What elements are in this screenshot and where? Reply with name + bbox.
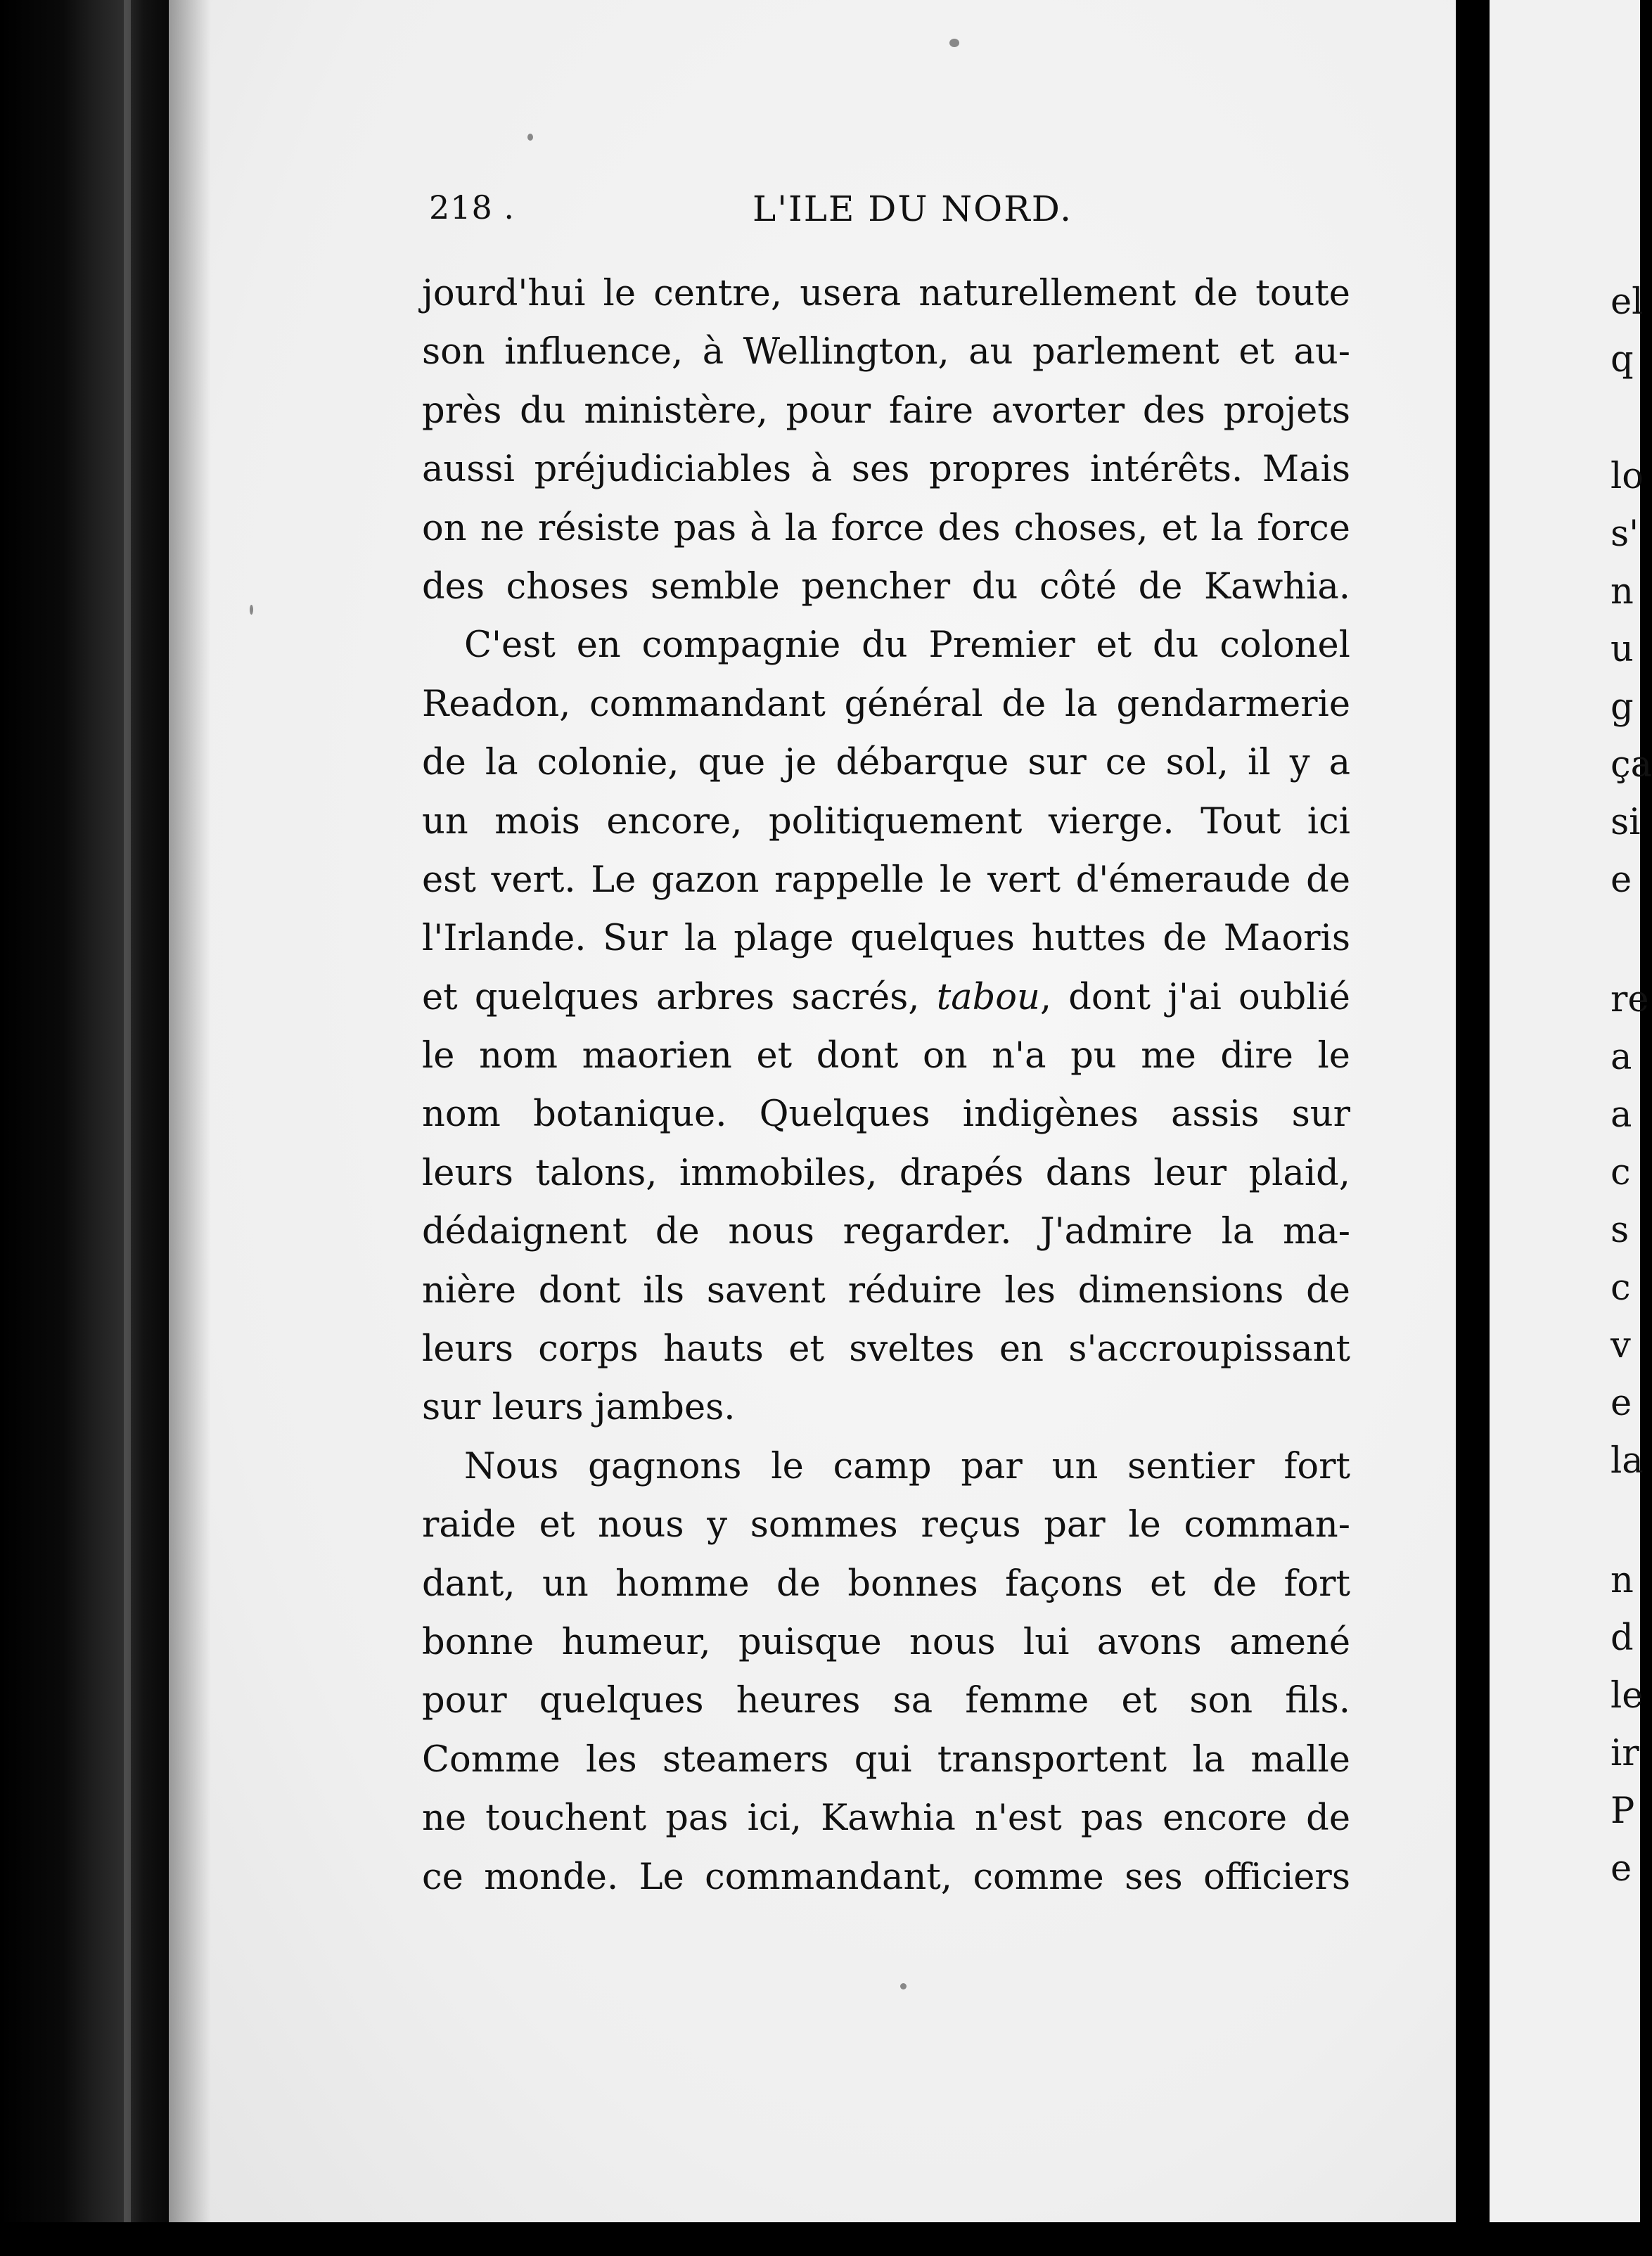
scan-bottom-edge [0,2222,1640,2256]
text-fragment: c [1611,1267,1631,1309]
text-fragment: le [1611,1675,1644,1717]
text-fragment: u [1611,629,1634,670]
paper-speck [949,39,959,47]
running-title: L'ILE DU NORD. [753,188,1073,229]
text-line: sur leurs jambes. [422,1387,736,1429]
text-line: un mois encore, politiquement vierge. Tout ici [422,800,1350,842]
text-fragment: n [1611,1560,1634,1601]
page-gutter [1456,0,1490,2256]
text-line-with-italic [422,968,1350,1027]
text-segment: , dont j'ai oublié [1039,976,1350,1018]
text-line: près du ministère, pour faire avorter des projets [422,390,1350,432]
text-fragment: lo [1611,456,1644,497]
text-line: leurs talons, immobiles, drapés dans leur plaid, [422,1152,1350,1194]
text-fragment: el [1611,281,1644,323]
binding-highlight [124,0,131,2256]
text-fragment: ça [1611,744,1652,786]
book-binding-edge [0,0,176,2256]
text-line: ne touchent pas ici, Kawhia n'est pas encore de [422,1797,1350,1840]
text-line: ce monde. Le commandant, comme ses officiers [422,1856,1350,1898]
paragraph-3 [422,1437,1350,1906]
text-line: le nom maorien et dont on n'a pu me dire le [422,1035,1350,1077]
text-fragment: P [1611,1790,1635,1832]
text-fragment: e [1611,859,1632,901]
text-fragment: e [1611,1848,1632,1890]
text-fragment: s [1611,1210,1629,1251]
text-line: C'est en compagnie du Premier et du colonel [464,624,1350,667]
text-line: dant, un homme de bonnes façons et de fort [422,1563,1350,1605]
text-fragment: c [1611,1152,1631,1193]
text-segment: et quelques arbres sacrés, [422,976,920,1018]
text-fragment: si [1611,802,1641,843]
paragraph-1 [422,264,1350,616]
text-fragment: e [1611,1383,1632,1424]
text-fragment: s' [1611,513,1639,555]
paper-speck [250,605,253,615]
text-line: Readon, commandant général de la gendarmerie [422,683,1350,725]
text-line: son influence, à Wellington, au parlement et au- [422,331,1350,373]
text-line: on ne résiste pas à la force des choses, et la force [422,507,1350,549]
italic-word: tabou [936,976,1040,1018]
text-fragment: v [1611,1325,1631,1366]
text-fragment: a [1611,1037,1632,1078]
paper-speck [527,134,533,141]
text-line: jourd'hui le centre, usera naturellement de toute [422,273,1350,314]
text-line: des choses semble pencher du côté de Kawhia. [422,565,1350,608]
text-fragment: a [1611,1094,1632,1136]
text-line: de la colonie, que je débarque sur ce sol, il y a [422,742,1350,784]
text-line: l'Irlande. Sur la plage quelques huttes de Maoris [422,918,1350,960]
text-fragment: n [1611,571,1634,613]
text-fragment: q [1611,339,1634,380]
text-line: dédaignent de nous regarder. J'admire la ma- [422,1211,1350,1253]
page-number: 218 . [429,188,516,226]
text-fragment: d [1611,1617,1634,1659]
text-line: aussi préjudiciables à ses propres intérêts. Mais [422,449,1350,491]
page-body-text [422,264,1350,1906]
paper-speck [900,1983,907,1989]
text-fragment: re [1611,979,1649,1020]
text-fragment: la [1611,1440,1644,1482]
paragraph-2 [422,616,1350,1437]
text-line: Comme les steamers qui transportent la malle [422,1738,1350,1781]
text-line: est vert. Le gazon rappelle le vert d'émeraude de [422,859,1350,901]
text-fragment: g [1611,686,1634,728]
text-fragment: ir [1611,1733,1639,1774]
text-line: nière dont ils savent réduire les dimensions de [422,1269,1350,1312]
page-header [429,188,1343,238]
text-line: raide et nous y sommes reçus par le comman- [422,1504,1350,1546]
text-line: bonne humeur, puisque nous lui avons amené [422,1621,1350,1663]
text-line: leurs corps hauts et sveltes en s'accroupissant [422,1328,1350,1371]
text-line: pour quelques heures sa femme et son fils. [422,1680,1350,1722]
text-line: nom botanique. Quelques indigènes assis sur [422,1094,1350,1136]
text-line: Nous gagnons le camp par un sentier fort [464,1445,1350,1487]
